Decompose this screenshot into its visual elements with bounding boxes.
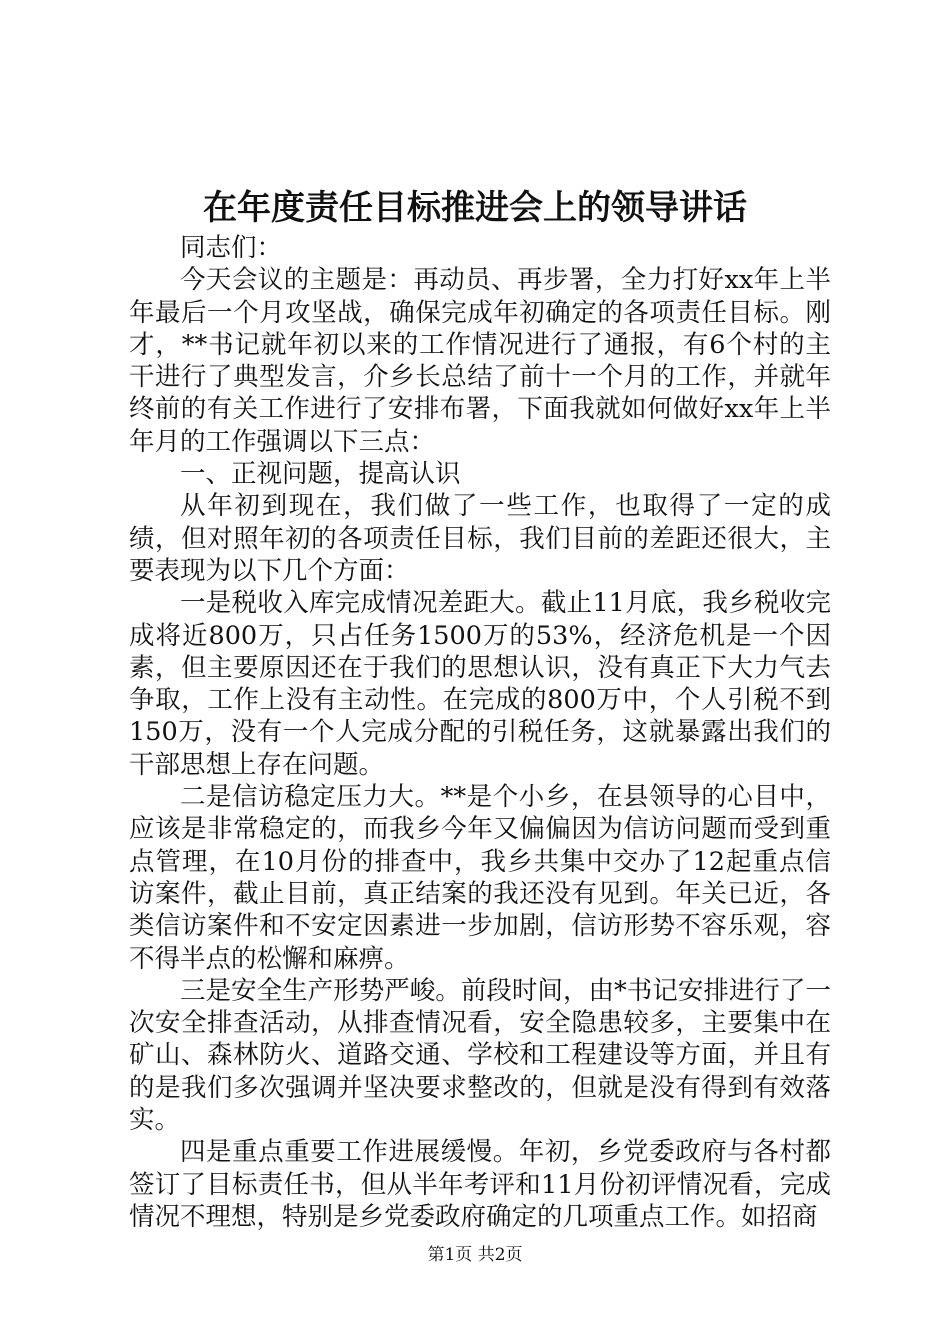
body-paragraph: 二是信访稳定压力大。**是个小乡，在县领导的心目中，应该是非常稳定的，而我乡今年又偏偏因为信访问题而受到重点管理，在10月份的排查中，我乡共集中交办了12起重点信访案件，截止目前，真正结案的我还没有见到。年关已近，各类信访案件和不安定因素进一步加剧，信访形势不容乐观，容不得半点的松懈和麻痹。: [129, 782, 831, 974]
body-paragraph: 一是税收入库完成情况差距大。截止11月底，我乡税收完成将近800万，只占任务1500万的53%，经济危机是一个因素，但主要原因还在于我们的思想认识，没有真正下大力气去争取，工作上没有主动性。在完成的800万中，个人引税不到150万，没有一个人完成分配的引税任务，这就暴露出我们的干部思想上存在问题。: [129, 588, 831, 780]
body-paragraph: 从年初到现在，我们做了一些工作，也取得了一定的成绩，但对照年初的各项责任目标，我们目前的差距还很大，主要表现为以下几个方面：: [129, 491, 831, 586]
section-heading: 一、正视问题，提高认识: [180, 459, 461, 490]
body-paragraph: 三是安全生产形势严峻。前段时间，由*书记安排进行了一次安全排查活动，从排查情况看，安全隐患较多，主要集中在矿山、森林防火、道路交通、学校和工程建设等方面，并且有的是我们多次强调并坚决要求整改的，但就是没有得到有效落实。: [129, 975, 831, 1136]
document-body: [129, 232, 831, 1233]
body-paragraph: 四是重点重要工作进展缓慢。年初，乡党委政府与各村都签订了目标责任书，但从半年考评和11月份初评情况看，完成情况不理想，特别是乡党委政府确定的几项重点工作。如招商: [129, 1137, 831, 1232]
intro-paragraph: 今天会议的主题是：再动员、再步署，全力打好xx年上半年最后一个月攻坚战，确保完成年初确定的各项责任目标。刚才，**书记就年初以来的工作情况进行了通报，有6个村的主干进行了典型发言，介乡长总结了前十一个月的工作，并就年终前的有关工作进行了安排布署，下面我就如何做好xx年上半年月的工作强调以下三点：: [129, 265, 831, 457]
salutation-paragraph: 同志们：: [180, 233, 283, 263]
page-footer: 第1页 共2页: [427, 1245, 523, 1265]
document-title: 在年度责任目标推进会上的领导讲话: [203, 188, 747, 228]
